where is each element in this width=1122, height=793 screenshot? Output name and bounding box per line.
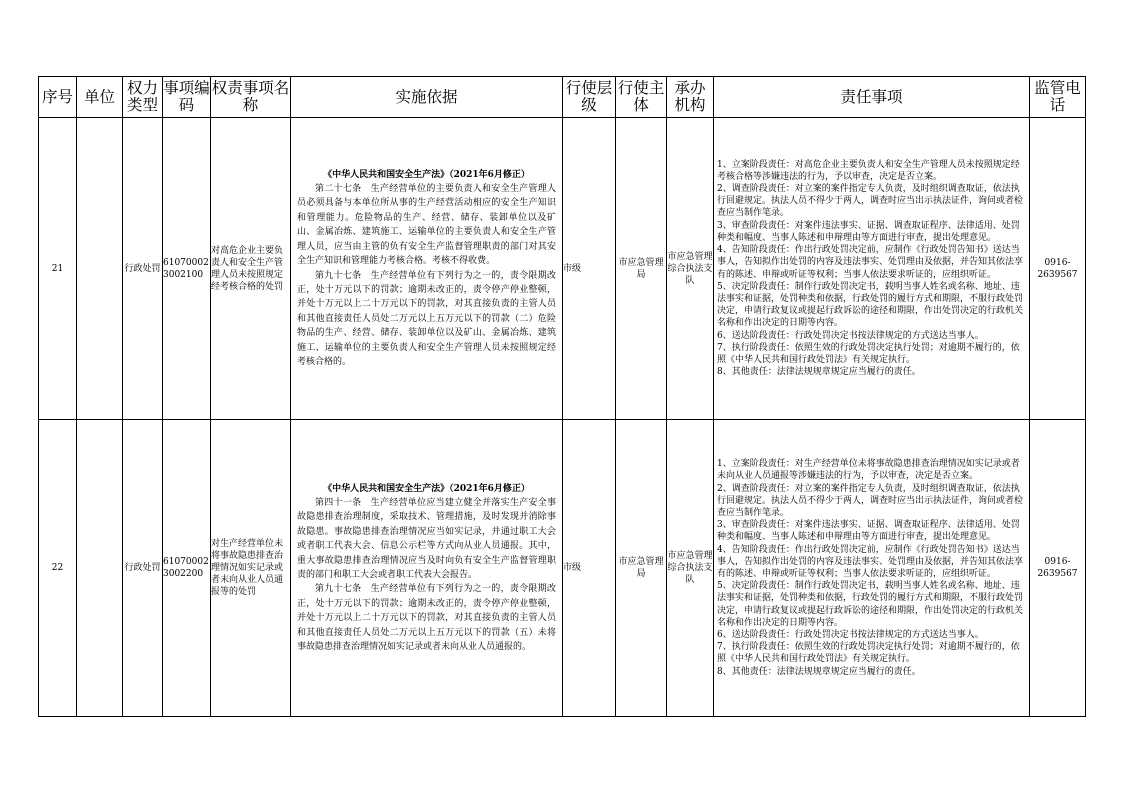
row-basis bbox=[291, 420, 563, 717]
row-phone: 0916-2639567 bbox=[1030, 420, 1086, 717]
row-code: 61070002 3002100 bbox=[163, 118, 211, 420]
row-seq: 22 bbox=[39, 420, 77, 717]
header-level: 行使层级 bbox=[563, 77, 616, 118]
header-code: 事项编码 bbox=[163, 77, 211, 118]
header-power-type: 权力类型 bbox=[123, 77, 163, 118]
row-handler: 市应急管理综合执法支队 bbox=[667, 118, 714, 420]
basis-article-2: 第九十七条 生产经营单位有下列行为之一的，责令限期改正，处十万元以下的罚款；逾期未改正的，责令停产停业整顿，并处十万元以上二十万元以下的罚款，对其直接负责的主管人员和其他直接责任人员处二万元以上五万元以下的罚款（二）危险物品的生产、经营、储存、装卸单位以及矿山、金属冶炼、建筑施工、运输单位的主要负责人和安全生产管理人员未按照规定经考核合格的。 bbox=[297, 270, 556, 367]
duty-item: 7、执行阶段责任：依照生效的行政处罚决定执行处罚；对逾期不履行的，依照《中华人民共和国行政处罚法》有关规定执行。 bbox=[717, 642, 1020, 665]
row-handler: 市应急管理综合执法支队 bbox=[667, 420, 714, 717]
power-list-table bbox=[38, 76, 1086, 717]
row-level: 市级 bbox=[563, 420, 616, 717]
duty-item: 3、审查阶段责任：对案件违法事实、证据、调查取证程序、法律适用、处罚种类和幅度、当事人陈述和申辩理由等方面进行审查，提出处理意见。 bbox=[717, 520, 1020, 543]
header-phone: 监管电话 bbox=[1030, 77, 1086, 118]
basis-article-2: 第九十七条 生产经营单位有下列行为之一的，责令限期改正，处十万元以下的罚款；逾期未改正的，责令停产停业整顿，并处十万元以上二十万元以下的罚款，对其直接负责的主管人员和其他直接责任人员处二万元以上五万元以下的罚款（五）未将事故隐患排查治理情况如实记录或者未向从业人员通报的。 bbox=[297, 584, 556, 653]
duty-item: 3、审查阶段责任：对案件违法事实、证据、调查取证程序、法律适用、处罚种类和幅度、当事人陈述和申辩理由等方面进行审查，提出处理意见。 bbox=[717, 220, 1020, 243]
duty-item: 6、送达阶段责任：行政处罚决定书按法律规定的方式送达当事人。 bbox=[717, 330, 984, 341]
basis-law-title: 《中华人民共和国安全生产法》（2021年6月修正） bbox=[323, 483, 530, 494]
basis-article-1: 第四十一条 生产经营单位应当建立健全并落实生产安全事故隐患排查治理制度，采取技术、管理措施，及时发现并消除事故隐患。事故隐患排查治理情况应当如实记录，并通过职工大会或者职工代表大会、信息公示栏等方式向从业人员通报。其中，重大事故隐患排查治理情况应当及时向负有安全生产监督管理职责的部门和职工大会或者职工代表大会报告。 bbox=[297, 497, 556, 580]
duty-item: 1、立案阶段责任：对高危企业主要负责人和安全生产管理人员未按照规定经考核合格等涉嫌违法的行为，予以审查，决定是否立案。 bbox=[717, 159, 1020, 182]
row-phone: 0916-2639567 bbox=[1030, 118, 1086, 420]
row-name: 对生产经营单位未将事故隐患排查治理情况如实记录或者未向从业人员通报等的处罚 bbox=[211, 420, 291, 717]
header-unit: 单位 bbox=[77, 77, 123, 118]
header-basis: 实施依据 bbox=[291, 77, 563, 118]
header-subject: 行使主体 bbox=[616, 77, 667, 118]
duty-item: 6、送达阶段责任：行政处罚决定书按法律规定的方式送达当事人。 bbox=[717, 630, 984, 641]
duty-item: 8、其他责任：法律法规规章规定应当履行的责任。 bbox=[717, 666, 921, 677]
header-handler: 承办机构 bbox=[667, 77, 714, 118]
duty-item: 7、执行阶段责任：依照生效的行政处罚决定执行处罚；对逾期不履行的，依照《中华人民共和国行政处罚法》有关规定执行。 bbox=[717, 342, 1020, 365]
duty-item: 8、其他责任：法律法规规章规定应当履行的责任。 bbox=[717, 367, 921, 378]
row-subject: 市应急管理局 bbox=[616, 420, 667, 717]
duty-item: 5、决定阶段责任：制作行政处罚决定书，载明当事人姓名或名称、地址、违法事实和证据，处罚种类和依据，行政处罚的履行方式和期限，不服行政处罚决定，申请行政复议或提起行政诉讼的途径和期限，作出处罚决定的行政机关名称和作出决定的日期等内容。 bbox=[717, 281, 1024, 329]
header-duty: 责任事项 bbox=[714, 77, 1030, 118]
row-code: 61070002 3002200 bbox=[163, 420, 211, 717]
table-row bbox=[39, 118, 1086, 420]
header-name: 权责事项名称 bbox=[211, 77, 291, 118]
duty-item: 1、立案阶段责任：对生产经营单位未将事故隐患排查治理情况如实记录或者未向从业人员通报等涉嫌违法的行为，予以审查，决定是否立案。 bbox=[717, 459, 1020, 482]
basis-article-1: 第二十七条 生产经营单位的主要负责人和安全生产管理人员必须具备与本单位所从事的生产经营活动相应的安全生产知识和管理能力。危险物品的生产、经营、储存、装卸单位以及矿山、金属冶炼、建筑施工、运输单位的主要负责人和安全生产管理人员，应当由主管的负有安全生产监督管理职责的部门对其安全生产知识和管理能力考核合格。考核不得收费。 bbox=[297, 184, 556, 267]
row-power-type: 行政处罚 bbox=[123, 118, 163, 420]
row-duty bbox=[714, 118, 1030, 420]
row-name: 对高危企业主要负责人和安全生产管理人员未按照规定经考核合格的处罚 bbox=[211, 118, 291, 420]
basis-law-title: 《中华人民共和国安全生产法》（2021年6月修正） bbox=[323, 169, 530, 180]
row-unit bbox=[77, 118, 123, 420]
duty-item: 2、调查阶段责任：对立案的案件指定专人负责，及时组织调查取证，依法执行回避规定。执法人员不得少于两人，调查时应当出示执法证件，询问或者检查应当制作笔录。 bbox=[717, 184, 1024, 219]
row-unit bbox=[77, 420, 123, 717]
duty-item: 5、决定阶段责任：制作行政处罚决定书，载明当事人姓名或名称、地址、违法事实和证据，处罚种类和依据，行政处罚的履行方式和期限，不服行政处罚决定，申请行政复议或提起行政诉讼的途径和期限，作出处罚决定的行政机关名称和作出决定的日期等内容。 bbox=[717, 581, 1024, 628]
row-power-type: 行政处罚 bbox=[123, 420, 163, 717]
row-level: 市级 bbox=[563, 118, 616, 420]
table-row bbox=[39, 420, 1086, 717]
row-seq: 21 bbox=[39, 118, 77, 420]
header-seq: 序号 bbox=[39, 77, 77, 118]
row-subject: 市应急管理局 bbox=[616, 118, 667, 420]
duty-item: 2、调查阶段责任：对立案的案件指定专人负责，及时组织调查取证，依法执行回避规定。执法人员不得少于两人，调查时应当出示执法证件，询问或者检查应当制作笔录。 bbox=[717, 483, 1024, 518]
duty-item: 4、告知阶段责任：作出行政处罚决定前，应制作《行政处罚告知书》送达当事人，告知拟作出处罚的内容及违法事实、处罚理由及依据，并告知其依法享有的陈述、申辩或听证等权利；当事人依法要求听证的，应组织听证。 bbox=[717, 544, 1024, 579]
row-basis bbox=[291, 118, 563, 420]
duty-item: 4、告知阶段责任：作出行政处罚决定前，应制作《行政处罚告知书》送达当事人，告知拟作出处罚的内容及违法事实、处罚理由及依据，并告知其依法享有的陈述、申辩或听证等权利；当事人依法要求听证的，应组织听证。 bbox=[717, 245, 1024, 280]
row-duty bbox=[714, 420, 1030, 717]
header-row bbox=[39, 77, 1086, 118]
